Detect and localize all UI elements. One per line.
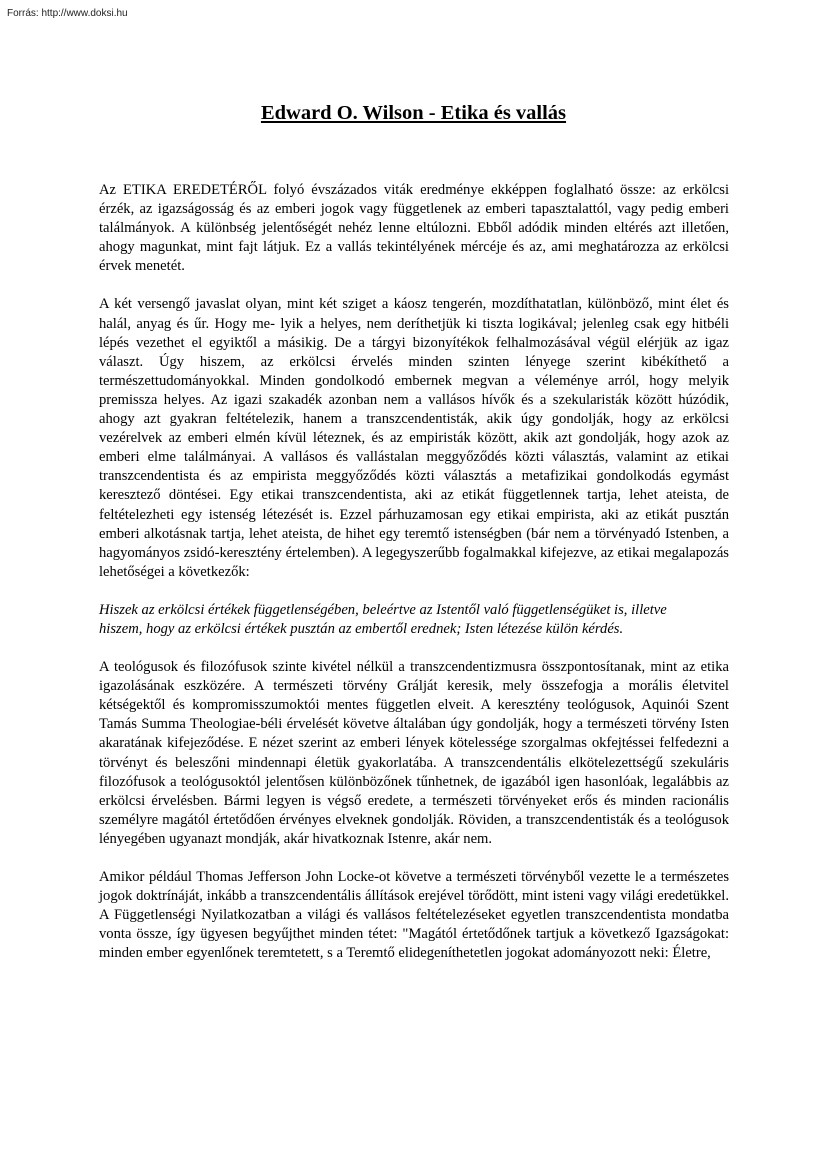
paragraph-4: Amikor például Thomas Jefferson John Locke-ot követve a természeti törvényből vezette le a természetes jogok doktrínáját, inkább a transzcendentális állítások erejével törődött, mint isteni vagy világi eredetükkel. A Függetlenségi Nyilatkozatban a világi és vallásos feltételezéseket egyetlen transzcendentista mondatba vonta össze, így ügyesen begyűjthet minden tétet: "Magától értetődőnek tartjuk a következő Igazságokat: minden ember egyenlőnek teremtetett, s a Teremtő elidegeníthetetlen jogokat adományozott neki: Életre, xyxy=(99,869,729,962)
paragraph-2: A két versengő javaslat olyan, mint két sziget a káosz tengerén, mozdíthatatlan, különböző, mint élet és halál, anyag és űr. Hogy me- lyik a helyes, nem deríthetjük ki tiszta logikával; jelenleg csak egy hitbéli lépés vezethet el egyiktől a másikig. De a tárgyi bizonyítékok felhalmozásával végül elérjük az igaz választ. Úgy hiszem, az erkölcsi érvelés minden szinten lényege szerint kibékíthető a természettudományokkal. Minden gondolkodó embernek megvan a véleménye arról, hogy melyik premissza helyes. Az igazi szakadék azonban nem a vallásos hívők és a szekularisták között húzódik, ahogy azt gyakran feltételezik, hanem a transzcendentisták, akik úgy gondolják, hogy az erkölcsi vezérelvek az emberi elmén kívül léteznek, és az empiristák között, akik azt gondolják, hogy azok az emberi elme találmányai. A vallásos és vallástalan meggyőződés közti választás, valamint az etikai transzcendentista és az empirista meggyőződés közti választás a metafizikai gondolkodás egymást keresztező döntései. Egy etikai transzcendentista, aki az etikát függetlennek tartja, lehet ateista, de feltételezheti egy istenség létezését is. Ezzel párhuzamosan egy etikai empirista, aki az etikát pusztán emberi alkotásnak tartja, lehet ateista, de hihet egy teremtő istenségben (bár nem a törvényadó Istenben, a hagyományos zsidó-keresztény értelemben). A legegyszerűbb fogalmakkal kifejezve, az etikai megalapozás lehetőségei a következők: xyxy=(99,296,729,580)
quote-line-1: Hiszek az erkölcsi értékek függetlenségében, beleértve az Istentől való függetlenségüket is, illetve xyxy=(99,601,667,618)
document-body xyxy=(99,181,729,982)
source-caption: Forrás: http://www.doksi.hu xyxy=(7,8,128,19)
paragraph-3: A teológusok és filozófusok szinte kivétel nélkül a transzcendentizmusra összpontosítanak, mint az etika igazolásának eszközére. A természeti törvény Grálját keresik, mely összefogja a morális életvitel kétségektől és kompromisszumoktói mentes független elveit. A keresztény teológusok, Aquinói Szent Tamás Summa Theologiae-béli érvelését követve általában úgy gondolják, hogy a természeti törvény Isten akaratának kifejeződése. E nézet szerint az emberi lények kötelessége szorgalmas okfejtéssei felfedezni a törvényt és beleszőni mindennapi életük gyakorlatába. A transzcendentális elkötelezettségű szekuláris filozófusok a teológusoktól jelentősen különbözőnek tűnhetnek, de igazából igen hasonlóak, legalábbis az erkölcsi érvelésben. Bármi legyen is végső eredete, a természeti törvényeket erős és minden racionális személyre magától értetődően érvényes elveknek gondolják. Röviden, a transzcendentisták és a teológusok lényegében ugyanazt mondják, akár hivatkoznak Istenre, akár nem. xyxy=(99,659,729,847)
document-title: Edward O. Wilson - Etika és vallás xyxy=(260,102,567,124)
italic-quote xyxy=(99,601,729,639)
quote-line-2: hiszem, hogy az erkölcsi értékek pusztán az embertől erednek; Isten létezése külön kérdés. xyxy=(99,620,624,637)
paragraph-1: Az ETIKA EREDETÉRŐL folyó évszázados viták eredménye ekképpen foglalható össze: az erkölcsi érzék, az igazságosság és az emberi jogok vagy függetlenek az emberi tapasztalattól, vagy pedig emberi találmányok. A különbség jelentőségét nehéz lenne eltúlozni. Ebből adódik minden eltérés azt illetően, ahogy magunkat, mint fajt látjuk. Ez a vallás tekintélyének mércéje és az, ami meghatározza az erkölcsi érvek menetét. xyxy=(99,182,729,275)
